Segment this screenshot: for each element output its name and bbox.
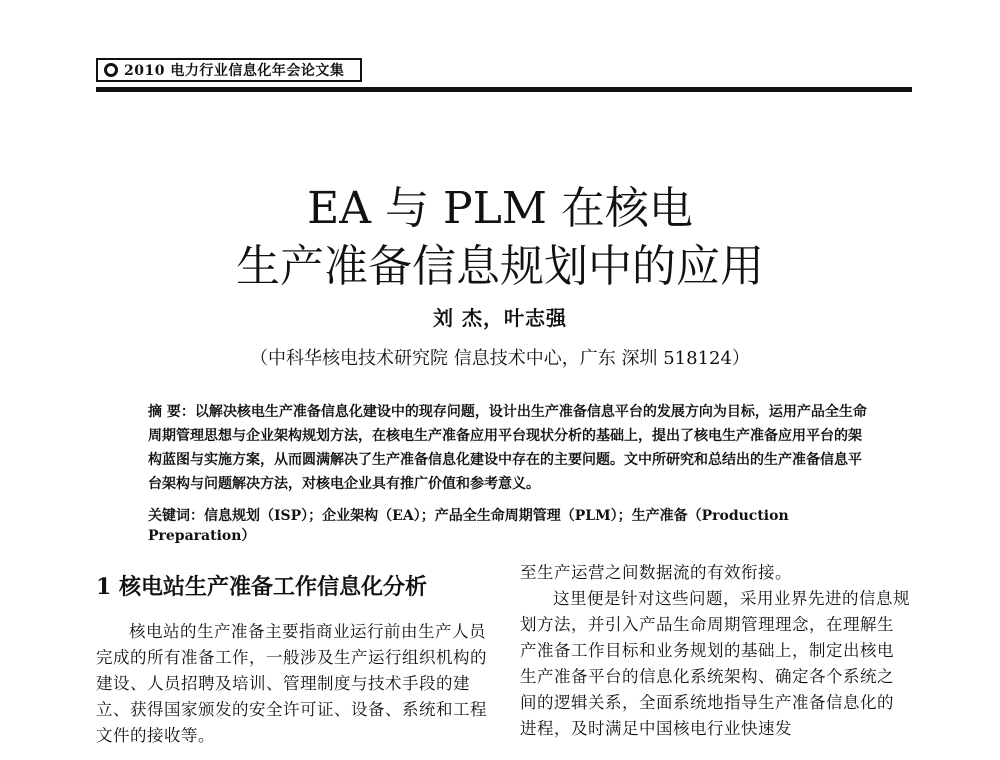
authors: 刘 杰，叶志强 [433, 306, 567, 330]
affiliation: （中科华核电技术研究院 信息技术中心，广东 深圳 518124） [250, 348, 750, 369]
right-paragraph-continued: 至生产运营之间数据流的有效衔接。 [520, 563, 792, 582]
abstract-text: 以解决核电生产准备信息化建设中的现存问题，设计出生产准备信息平台的发展方向为目标，运用产品全生命周期管理思想与企业架构规划方法，在核电生产准备应用平台现状分析的基础上，提出了核电生产准备应用平台的架构蓝图与实施方案，从而圆满解决了生产准备信息化建设中存在的主要问题。文中所研究和总结出的生产准备信息平台架构与问题解决方法，对核电企业具有推广价值和参考意义。 [148, 404, 867, 492]
right-column [520, 560, 910, 742]
section-heading: 1 核电站生产准备工作信息化分析 [96, 574, 427, 600]
title-line-1: EA 与 PLM 在核电 [307, 183, 693, 234]
proceedings-header-tag [96, 58, 362, 82]
keywords [148, 505, 874, 545]
abstract [148, 400, 874, 496]
right-paragraph: 这里便是针对这些问题，采用业界先进的信息规划方法，并引入产品生命周期管理理念，在理解生产准备工作目标和业务规划的基础上，制定出核电生产准备平台的信息化系统架构、确定各个系统之间的逻辑关系，全面系统地指导生产准备信息化的进程，及时满足中国核电行业快速发 [520, 589, 910, 738]
header-rule [96, 87, 912, 92]
abstract-label: 摘 要： [148, 404, 195, 420]
book-icon [104, 63, 118, 77]
keywords-label: 关键词： [148, 508, 204, 524]
title-line-2: 生产准备信息规划中的应用 [236, 241, 764, 292]
paper-title [0, 180, 1000, 296]
left-column [96, 570, 491, 749]
proceedings-title: 2010 电力行业信息化年会论文集 [124, 63, 345, 79]
left-paragraph: 核电站的生产准备主要指商业运行前由生产人员完成的所有准备工作，一般涉及生产运行组织机构的建设、人员招聘及培训、管理制度与技术手段的建立、获得国家颁发的安全许可证、设备、系统和工程文件的接收等。 [96, 622, 487, 745]
keywords-text: 信息规划（ISP）；企业架构（EA）；产品全生命周期管理（PLM）；生产准备（Production Preparation） [148, 508, 789, 544]
